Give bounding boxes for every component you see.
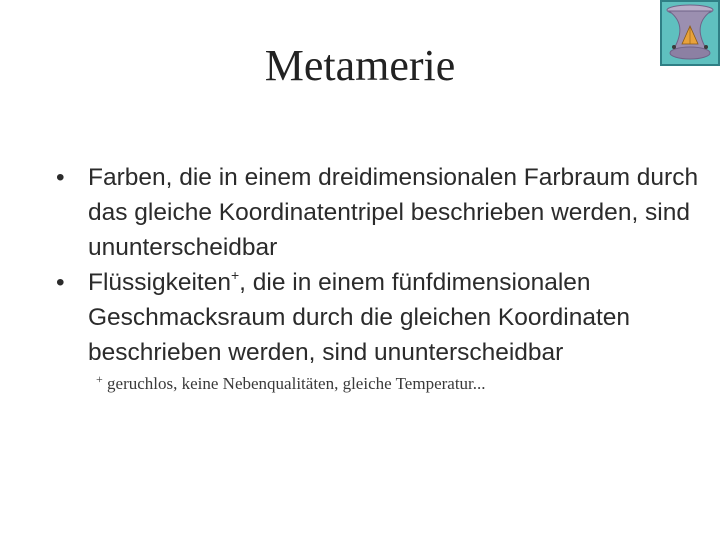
footnote-symbol: +: [96, 372, 103, 386]
bullet-item-color-metamerism: [56, 160, 720, 265]
bullet-marker: •: [56, 269, 65, 296]
bullet-text-start: Flüssigkeiten: [88, 269, 231, 296]
bullet-text: Farben, die in einem dreidimensionalen Farbraum durch das gleiche Koordinatentripel beschrieben werden, sind ununterscheidbar: [88, 164, 699, 261]
bullet-text-end: , die in einem fünfdimensionalen Geschmacksraum durch die gleichen Koordinaten beschrieben werden, sind ununterscheidbar: [88, 269, 631, 366]
slide-title: Metamerie: [264, 41, 456, 90]
footnote-marker: +: [230, 267, 240, 283]
footnote-text: geruchlos, keine Nebenqualitäten, gleiche Temperatur...: [102, 374, 486, 393]
bullet-list: [56, 160, 720, 370]
taste-tetrahedron-logo-icon: [660, 0, 720, 66]
bullet-marker: •: [56, 164, 65, 191]
bullet-item-taste-metamerism: [56, 265, 720, 370]
footnote: [96, 374, 486, 394]
